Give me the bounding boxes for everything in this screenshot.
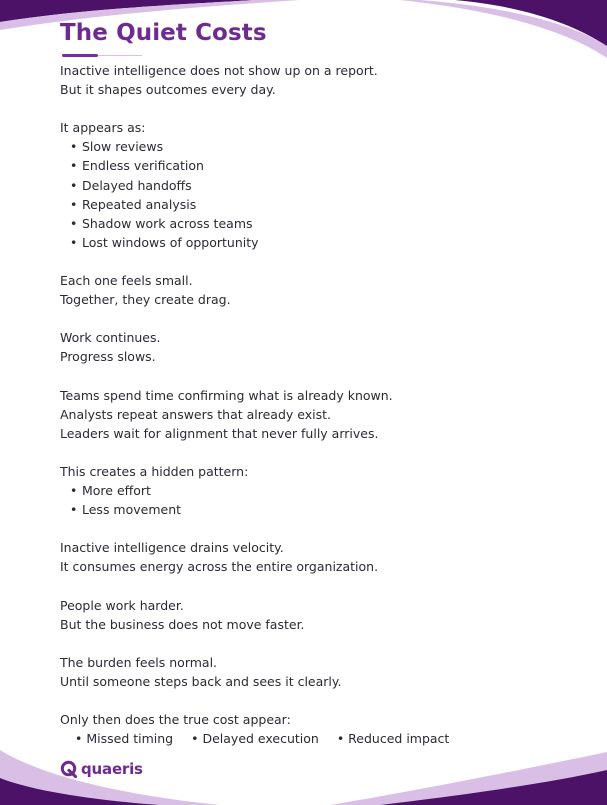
brand-logo — [60, 758, 143, 780]
paragraph-line: Until someone steps back and sees it clearly. — [60, 674, 342, 689]
cost-list — [60, 729, 580, 748]
paragraph-line: Each one feels small. — [60, 273, 193, 289]
list-item: • Slow reviews — [70, 137, 580, 156]
list-item: • Reduced impact — [337, 731, 450, 746]
list-lead: Only then does the true cost appear: — [60, 712, 291, 728]
title-underline-thin — [98, 55, 142, 56]
appears-list — [60, 137, 580, 252]
paragraph-line: Inactive intelligence drains velocity. — [60, 540, 284, 556]
list-item: • Missed timing — [75, 731, 173, 746]
pattern-list — [60, 481, 580, 519]
paragraph-line: Work continues. — [60, 330, 161, 346]
body-text — [60, 61, 580, 748]
paragraph-line: Progress slows. — [60, 349, 156, 365]
list-item: • Repeated analysis — [70, 195, 580, 214]
quaeris-q-logo-icon — [60, 760, 78, 778]
list-item: • Delayed handoffs — [70, 176, 580, 195]
list-item: • Delayed execution — [191, 731, 319, 746]
paragraph-line: People work harder. — [60, 597, 184, 613]
brand-name: quaeris — [81, 760, 143, 778]
title-underline — [62, 54, 98, 57]
list-lead: It appears as: — [60, 120, 146, 136]
paragraph-line: It consumes energy across the entire organization. — [60, 559, 379, 575]
page-title: The Quiet Costs — [60, 20, 267, 46]
paragraph-line: Analysts repeat answers that already exist. — [60, 406, 331, 422]
paragraph-line: Together, they create drag. — [60, 292, 231, 308]
paragraph-line: Teams spend time confirming what is already known. — [60, 387, 393, 403]
paragraph-line: But it shapes outcomes every day. — [60, 82, 276, 98]
list-lead: This creates a hidden pattern: — [60, 463, 249, 479]
paragraph-line: The burden feels normal. — [60, 654, 218, 670]
list-item: • Endless verification — [70, 156, 580, 175]
list-item: • Less movement — [70, 500, 580, 519]
paragraph-line: Leaders wait for alignment that never fully arrives. — [60, 425, 379, 441]
list-item: • Lost windows of opportunity — [70, 233, 580, 252]
list-item: • More effort — [70, 481, 580, 500]
paragraph-line: But the business does not move faster. — [60, 616, 305, 632]
list-item: • Shadow work across teams — [70, 214, 580, 233]
paragraph-line: Inactive intelligence does not show up on a report. — [60, 63, 378, 78]
